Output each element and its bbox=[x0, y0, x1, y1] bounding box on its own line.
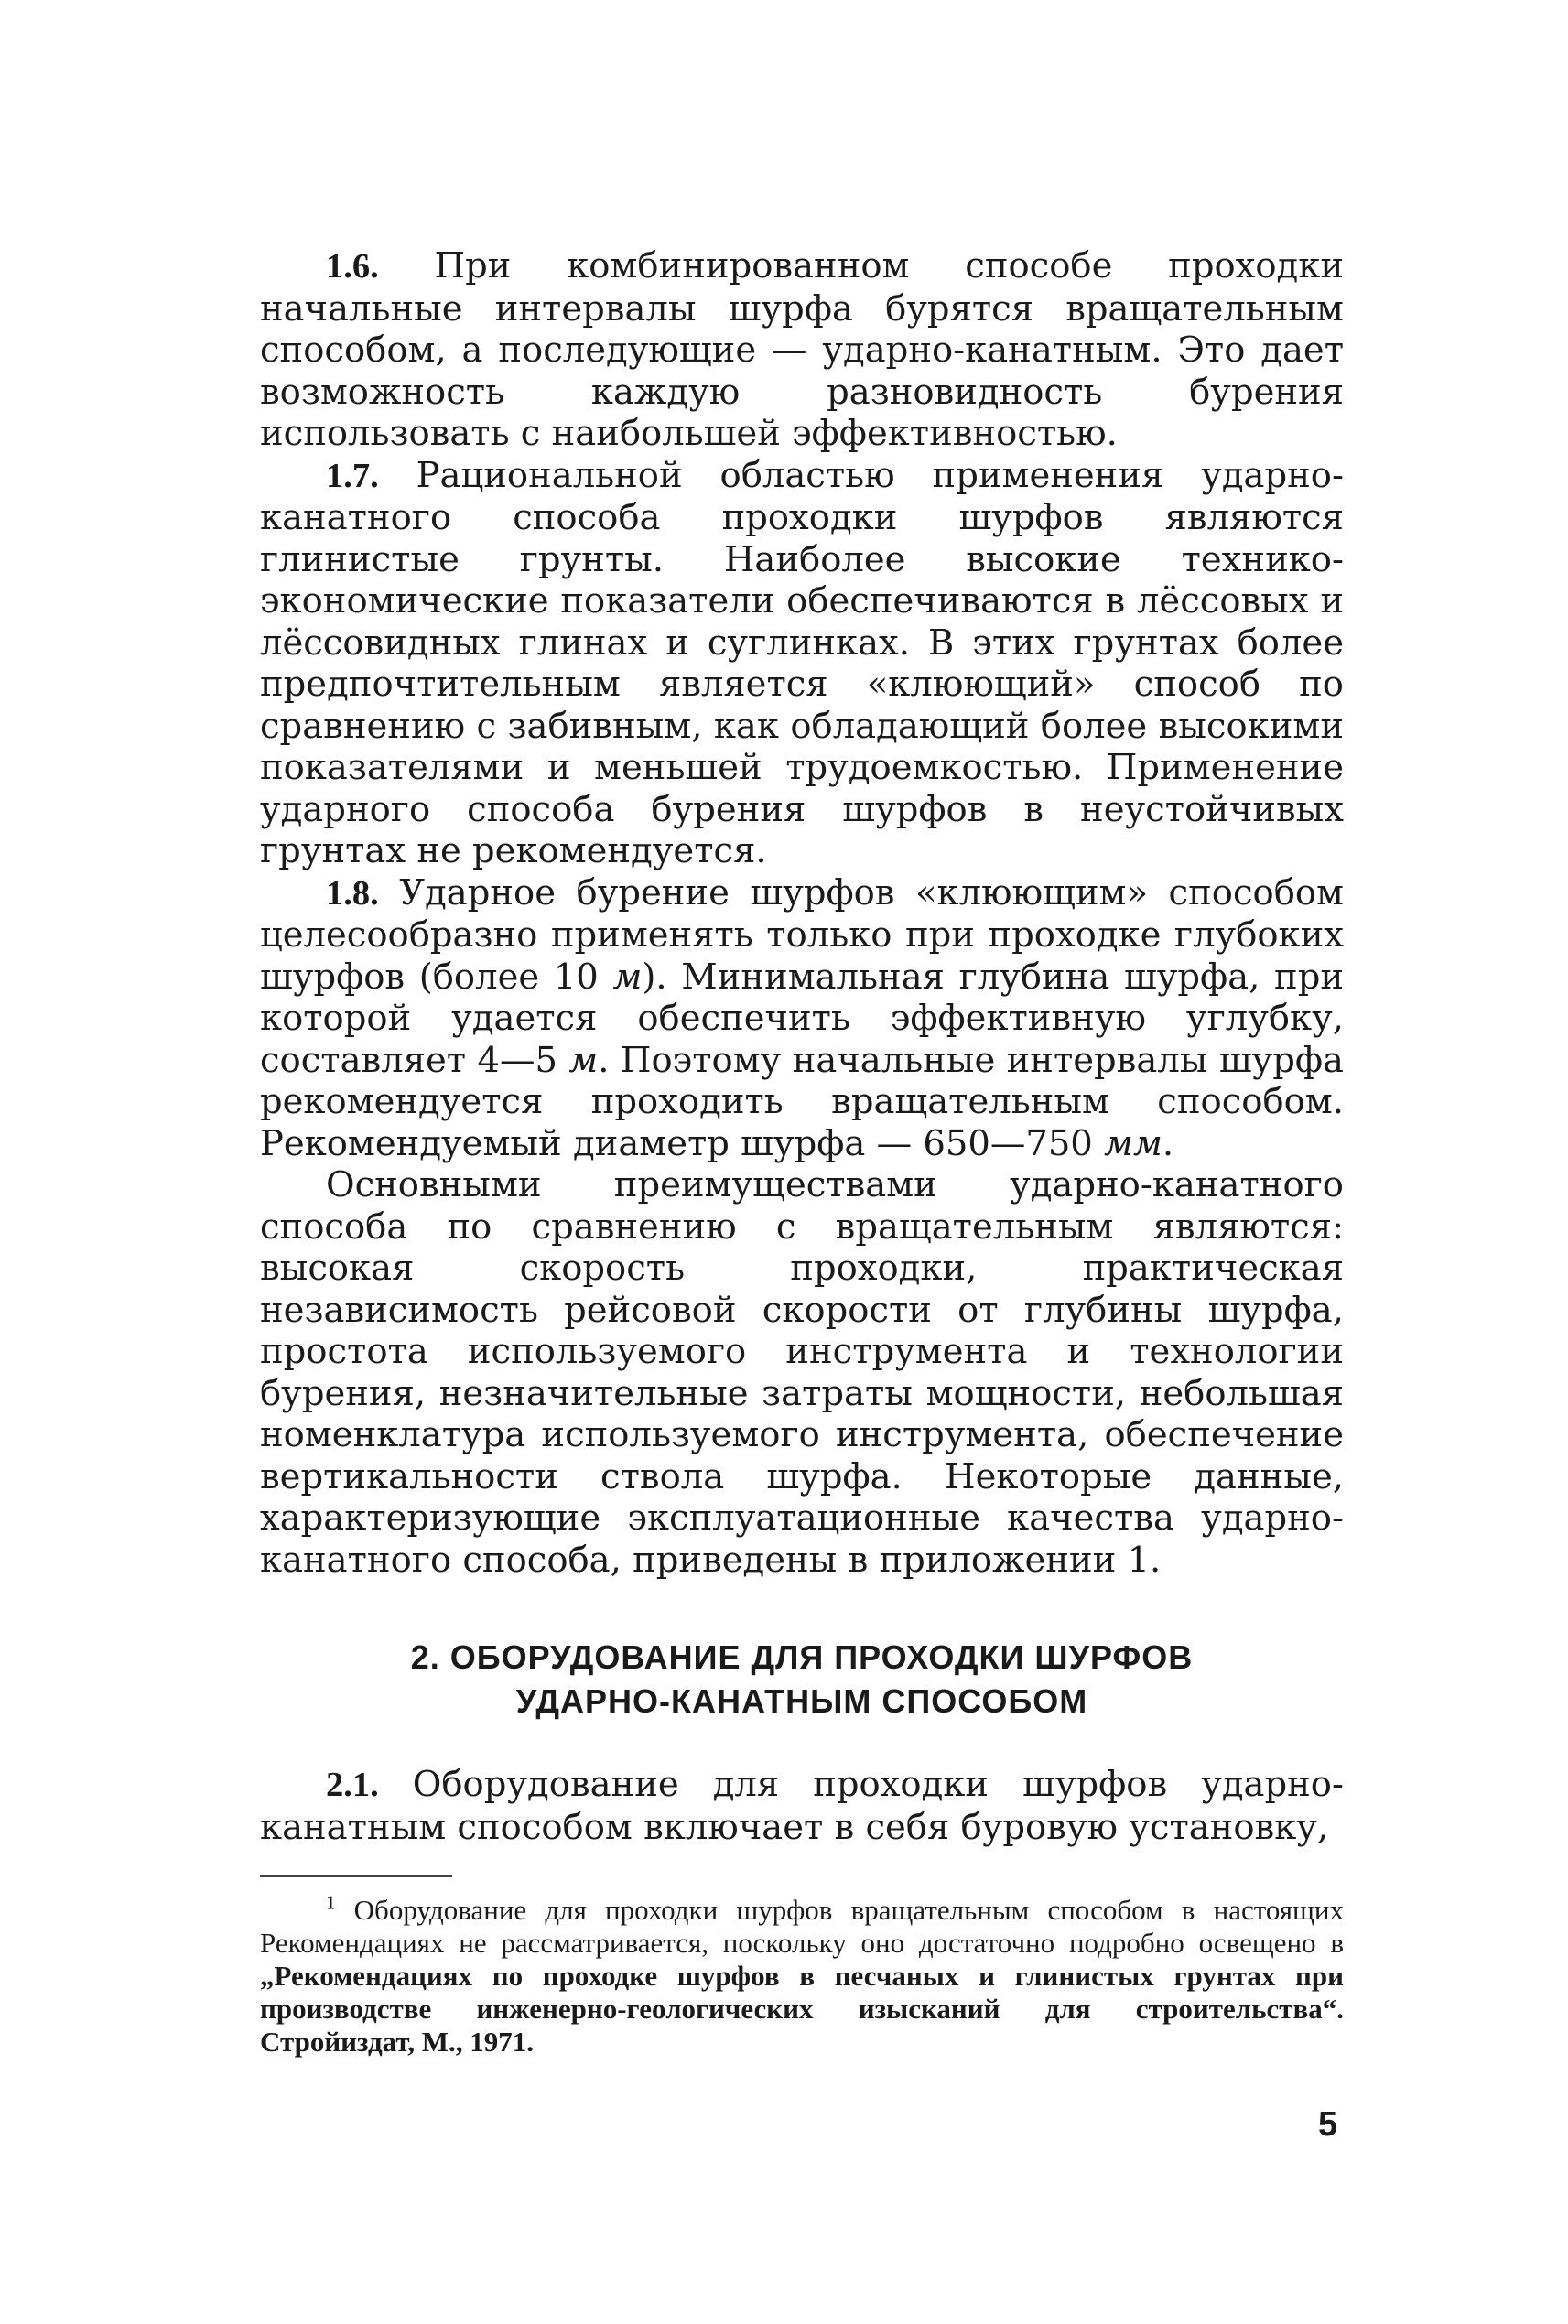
paragraph-text: ). Минимальная глубина шурфа, при которой удается обеспечить эффективную углубку, составляет 4—5 bbox=[260, 956, 1345, 1081]
paragraph-1-8 bbox=[260, 872, 1344, 1165]
paragraph-number: 1.8. bbox=[326, 873, 379, 913]
paragraph-number: 1.7. bbox=[326, 456, 379, 495]
paragraph-2-1 bbox=[260, 1764, 1344, 1848]
paragraph-advantages bbox=[260, 1164, 1344, 1581]
paragraph-text: . bbox=[1162, 1122, 1174, 1164]
footnote-text: Оборудование для проходки шурфов вращательным способом в настоящих Рекомендациях не рассматривается, поскольку оно достаточно подробно освещено в bbox=[260, 1894, 1344, 1959]
paragraph-number: 2.1. bbox=[326, 1766, 379, 1804]
unit-text: м bbox=[612, 956, 643, 998]
footnote-divider bbox=[260, 1875, 452, 1877]
paragraph-1-6 bbox=[260, 245, 1344, 455]
section-heading bbox=[260, 1636, 1344, 1724]
footnote-marker: 1 bbox=[326, 1891, 336, 1914]
paragraph-text: Рациональной областью применения ударно-канатного способа проходки шурфов являются глинистые грунты. Наиболее высокие технико-экономические показатели обеспечиваются в лёссовых и лёссовидных глинах и суглинках. В этих грунтах более предпочтительным является «клюющий» способ по сравнению с забивным, как обладающий более высокими показателями и меньшей трудоемкостью. Применение ударного способа бурения шурфов в неустойчивых грунтах не рекомендуется. bbox=[260, 454, 1344, 871]
footnote bbox=[260, 1891, 1344, 2059]
paragraph-text: При комбинированном способе проходки начальные интервалы шурфа бурятся вращательным способом, а последующие — ударно-канатным. Это дает возможность каждую разновидность бурения использовать с наибольшей эффективностью. bbox=[260, 245, 1344, 454]
section-heading-line-2: УДАРНО-КАНАТНЫМ СПОСОБОМ bbox=[515, 1682, 1088, 1720]
paragraph-text: Основными преимуществами ударно-канатного способа по сравнению с вращательным являются: высокая скорость проходки, практическая независимость рейсовой скорости от глубины шурфа, простота используемого инструмента и технологии бурения, незначительные затраты мощности, небольшая номенклатура используемого инструмента, обеспечение вертикальности ствола шурфа. Некоторые данные, характеризующие эксплуатационные качества ударно-канатного способа, приведены в приложении 1. bbox=[260, 1164, 1344, 1581]
unit-text: м bbox=[568, 1039, 599, 1081]
paragraph-text: Оборудование для проходки шурфов ударно-канатным способом включает в себя буровую установку, bbox=[260, 1764, 1344, 1848]
section-heading-line-1: 2. ОБОРУДОВАНИЕ ДЛЯ ПРОХОДКИ ШУРФОВ bbox=[410, 1638, 1194, 1676]
paragraph-text: . Поэтому начальные интервалы шурфа рекомендуется проходить вращательным способом. Рекомендуемый диаметр шурфа — 650—750 bbox=[260, 1039, 1344, 1164]
footnote-citation: „Рекомендациях по проходке шурфов в песчаных и глинистых грунтах при производстве инженерно-геологических изысканий для строительства“. Стройиздат, М., 1971. bbox=[260, 1960, 1344, 2058]
page-number: 5 bbox=[1318, 2105, 1338, 2144]
paragraph-text: Ударное бурение шурфов «клюющим» способом целесообразно применять только при проходке глубоких шурфов (более 10 bbox=[260, 871, 1344, 998]
document-page bbox=[260, 245, 1344, 2059]
paragraph-number: 1.6. bbox=[326, 247, 379, 286]
unit-text: мм bbox=[1104, 1122, 1162, 1164]
paragraph-1-7 bbox=[260, 455, 1344, 872]
